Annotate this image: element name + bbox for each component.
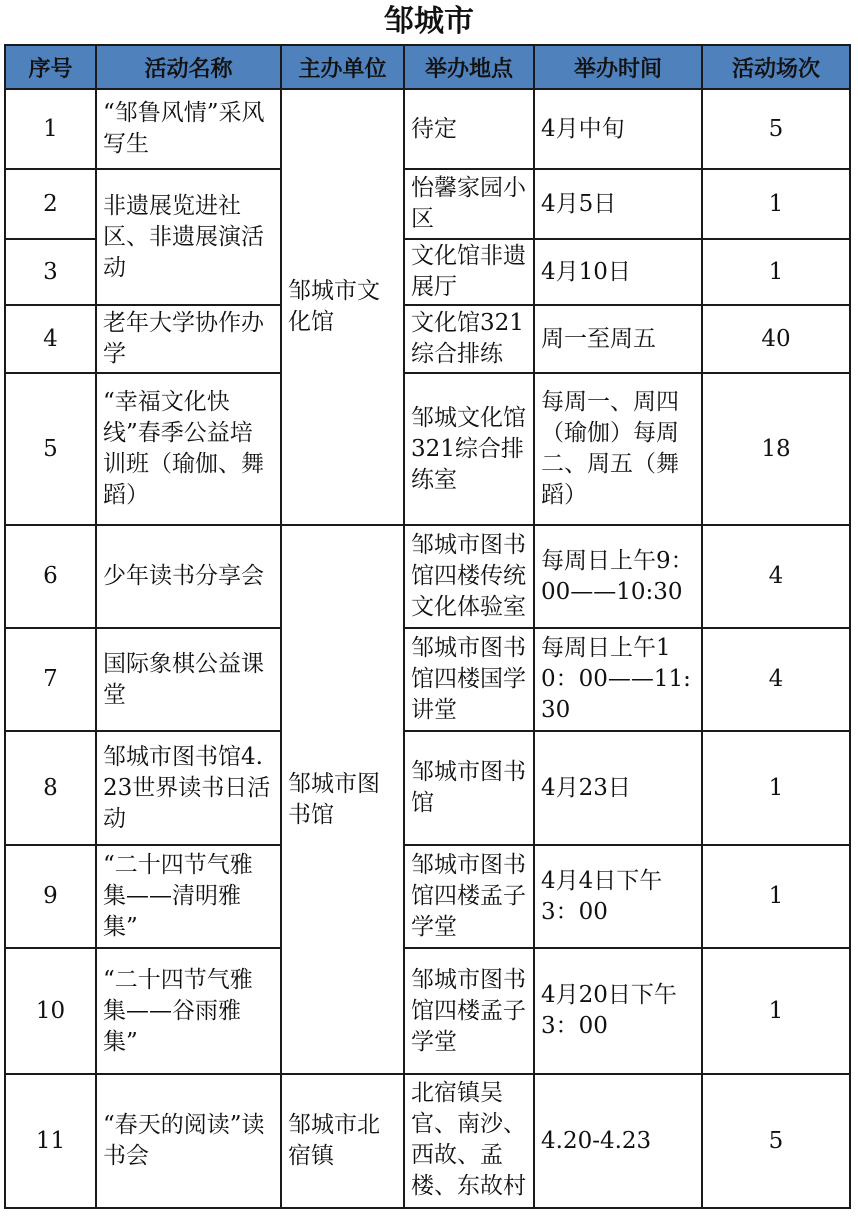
header-no: 序号 — [5, 45, 96, 89]
row-time: 4月20日下午3：00 — [534, 948, 702, 1074]
row-name: 国际象棋公益课堂 — [96, 628, 281, 731]
row-no: 2 — [5, 169, 96, 239]
table-row — [5, 731, 850, 845]
row-no: 3 — [5, 239, 96, 305]
row-count: 5 — [702, 1074, 850, 1208]
row-name: 老年大学协作办学 — [96, 305, 281, 373]
row-name: 非遗展览进社区、非遗展演活动 — [96, 169, 281, 305]
header-organizer: 主办单位 — [281, 45, 404, 89]
row-count: 1 — [702, 731, 850, 845]
row-count: 1 — [702, 239, 850, 305]
row-place — [404, 1074, 534, 1208]
row-no: 10 — [5, 948, 96, 1074]
header-time: 举办时间 — [534, 45, 702, 89]
row-place: 邹城文化馆321综合排练室 — [404, 373, 534, 525]
row-name: 少年读书分享会 — [96, 525, 281, 628]
row-time: 4月中旬 — [534, 89, 702, 169]
row-no: 11 — [5, 1074, 96, 1208]
row-no: 8 — [5, 731, 96, 845]
row-place: 怡馨家园小区 — [404, 169, 534, 239]
row-no: 5 — [5, 373, 96, 525]
row-count: 4 — [702, 525, 850, 628]
row-no: 9 — [5, 845, 96, 948]
row-time: 每周日上午10：00——11:30 — [534, 628, 702, 731]
row-name: “邹鲁风情”采风写生 — [96, 89, 281, 169]
activity-table — [4, 44, 851, 1209]
row-count: 1 — [702, 948, 850, 1074]
row-time: 4月23日 — [534, 731, 702, 845]
organizer-cell: 邹城市文化馆 — [281, 89, 404, 525]
table-row — [5, 948, 850, 1074]
row-time: 4月4日下午3：00 — [534, 845, 702, 948]
row-place: 邹城市图书馆四楼孟子学堂 — [404, 948, 534, 1074]
row-count: 18 — [702, 373, 850, 525]
row-place-text: 邹城市图书馆四楼传统文化体验室 — [411, 532, 526, 620]
header-name: 活动名称 — [96, 45, 281, 89]
row-place-text: 北宿镇吴官、南沙、西故、孟楼、东故村 — [411, 1080, 526, 1199]
row-place: 待定 — [404, 89, 534, 169]
row-name: 邹城市图书馆4.23世界读书日活动 — [96, 731, 281, 845]
row-name: “二十四节气雅集——清明雅集” — [96, 845, 281, 948]
table-row — [5, 89, 850, 169]
header-count: 活动场次 — [702, 45, 850, 89]
row-time: 4月5日 — [534, 169, 702, 239]
row-time: 4月10日 — [534, 239, 702, 305]
table-row — [5, 373, 850, 525]
row-no: 6 — [5, 525, 96, 628]
table-row — [5, 305, 850, 373]
row-time: 每周一、周四（瑜伽）每周二、周五（舞蹈） — [534, 373, 702, 525]
row-time: 每周日上午9：00——10:30 — [534, 525, 702, 628]
row-name: “春天的阅读”读书会 — [96, 1074, 281, 1208]
header-row — [5, 45, 850, 89]
row-no: 1 — [5, 89, 96, 169]
row-place — [404, 525, 534, 628]
table-row — [5, 845, 850, 948]
row-no: 7 — [5, 628, 96, 731]
row-count: 4 — [702, 628, 850, 731]
row-name: “二十四节气雅集——谷雨雅集” — [96, 948, 281, 1074]
row-count: 40 — [702, 305, 850, 373]
table-row — [5, 1074, 850, 1208]
row-count: 1 — [702, 169, 850, 239]
row-place: 文化馆非遗展厅 — [404, 239, 534, 305]
row-time: 周一至周五 — [534, 305, 702, 373]
row-time: 4.20-4.23 — [534, 1074, 702, 1208]
organizer-cell: 邹城市北宿镇 — [281, 1074, 404, 1208]
row-no: 4 — [5, 305, 96, 373]
row-count: 5 — [702, 89, 850, 169]
row-count: 1 — [702, 845, 850, 948]
page-title: 邹城市 — [384, 4, 474, 39]
table-row — [5, 628, 850, 731]
row-place: 邹城市图书馆四楼国学讲堂 — [404, 628, 534, 731]
row-place: 邹城市图书馆四楼孟子学堂 — [404, 845, 534, 948]
row-place: 文化馆321综合排练 — [404, 305, 534, 373]
header-place: 举办地点 — [404, 45, 534, 89]
organizer-cell: 邹城市图书馆 — [281, 525, 404, 1074]
row-name: “幸福文化快线”春季公益培训班（瑜伽、舞蹈） — [96, 373, 281, 525]
table-row — [5, 169, 850, 239]
table-row — [5, 525, 850, 628]
row-place: 邹城市图书馆 — [404, 731, 534, 845]
